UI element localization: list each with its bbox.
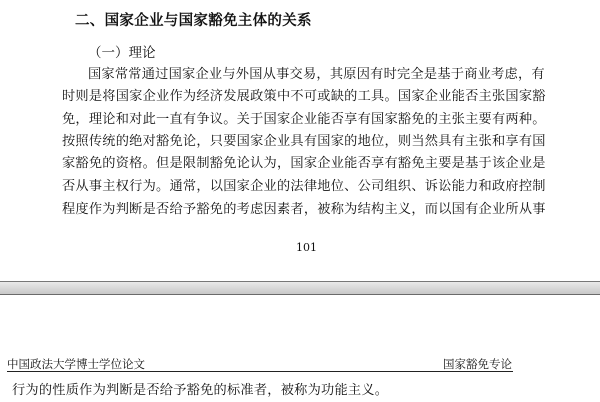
paragraph-line: 国家常常通过国家企业与外国从事交易，其原因有时完全是基于商业考虑，有	[88, 67, 545, 82]
section-heading: 二、国家企业与国家豁免主体的关系	[75, 12, 312, 29]
subsection-heading: （一）理论	[88, 45, 156, 61]
paragraph-line: 否从事主权行为。通常，以国家企业的法律地位、公司组织、诉讼能力和政府控制	[62, 179, 546, 194]
running-header-topic: 国家豁免专论	[443, 357, 512, 371]
paragraph-line: 程度作为判断是否给予豁免的考虑因素者，被称为结构主义，而以国有企业所从事	[62, 202, 546, 217]
page-bottom	[0, 295, 600, 402]
page-break-divider	[0, 281, 600, 295]
paragraph-line: 时则是将国家企业作为经济发展政策中不可或缺的工具。国家企业能否主张国家豁	[62, 89, 546, 104]
paragraph-line: 行为的性质作为判断是否给予豁免的标准者，被称为功能主义。	[12, 383, 389, 398]
paragraph-line: 家豁免的资格。但是限制豁免论认为，国家企业能否享有豁免主要是基于该企业是	[62, 156, 546, 171]
paragraph-line: 免，理论和对此一直有争议。关于国家企业能否享有国家豁免的主张主要有两种。	[62, 112, 546, 127]
paragraph-line: 按照传统的绝对豁免论，只要国家企业具有国家的地位，则当然具有主张和享有国	[62, 134, 546, 149]
page-number: 101	[296, 241, 317, 254]
running-header-title: 中国政法大学博士学位论文	[7, 357, 145, 371]
header-rule	[7, 371, 513, 372]
